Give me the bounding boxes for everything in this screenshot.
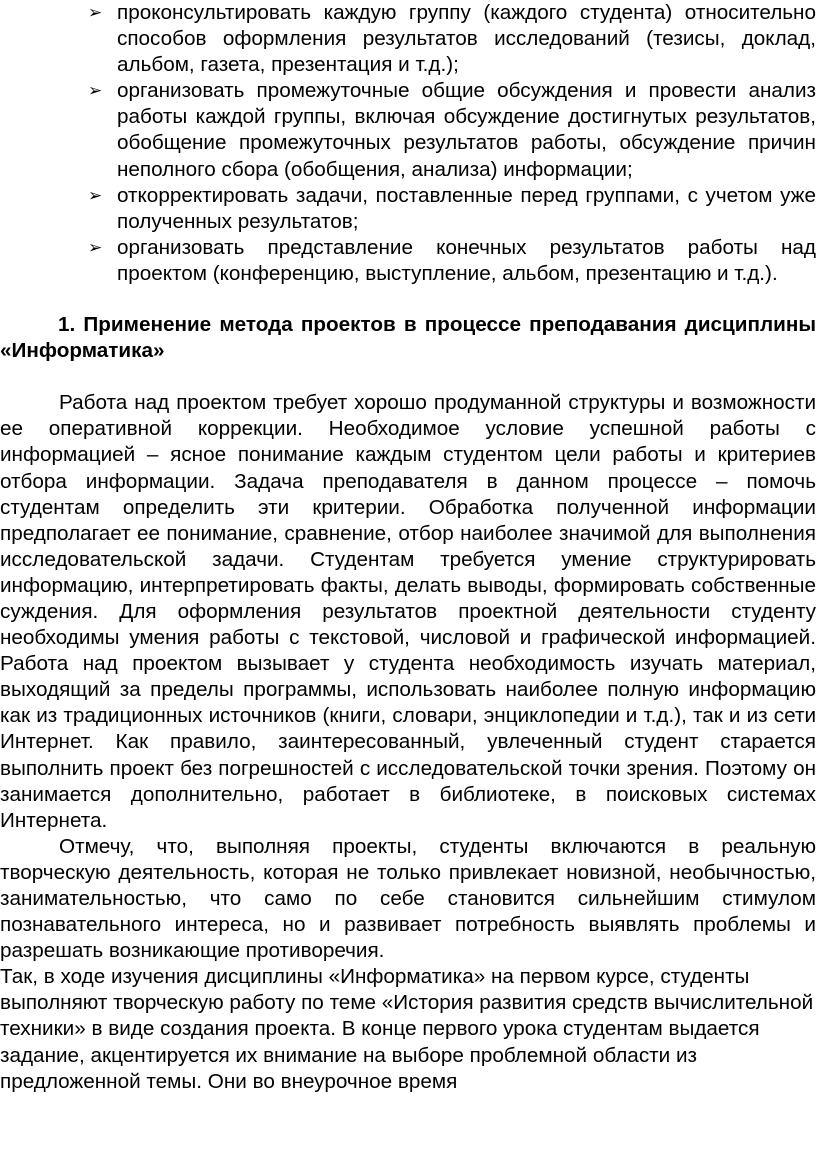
list-item-text: проконсультировать каждую группу (каждого студента) относительно способов оформления результатов исследований (тезисы, доклад, альбом, газета, презентация и т.д.); <box>117 1 816 77</box>
list-item-text: откорректировать задачи, поставленные перед группами, с учетом уже полученных результатов; <box>117 183 816 233</box>
arrowhead-bullet-icon: ➢ <box>88 185 103 206</box>
list-item-text: организовать представление конечных результатов работы над проектом (конференцию, выступление, альбом, презентацию и т.д.). <box>117 235 816 285</box>
body-paragraph: Так, в ходе изучения дисциплины «Информатика» на первом курсе, студенты выполняют творческую работу по теме «История развития средств вычислительной техники» в виде создания проекта. В конце первого урока студентам выдается задание, акцентируется их внимание на выборе проблемной области из предложенной темы. Они во внеурочное время <box>0 965 814 1093</box>
arrowhead-bullet-icon: ➢ <box>88 237 103 258</box>
section-heading: 1. Применение метода проектов в процессе преподавания дисциплины «Информатика» <box>0 313 816 363</box>
body-paragraph: Работа над проектом требует хорошо продуманной структуры и возможности ее оперативной коррекции. Необходимое условие успешной работы с информацией – ясное понимание каждым студентом цели работы и критериев отбора информации. Задача преподавателя в данном процессе – помочь студентам определить эти критерии. Обработка полученной информации предполагает ее понимание, сравнение, отбор наиболее значимой для выполнения исследовательской задачи. Студентам требуется умение структурировать информацию, интерпретировать факты, делать выводы, формировать собственные суждения. Для оформления результатов проектной деятельности студенту необходимы умения работы с текстовой, числовой и графической информацией. Работа над проектом вызывает у студента необходимость изучать материал, выходящий за пределы программы, использовать наиболее полную информацию как из традиционных источников (книги, словари, энциклопедии и т.д.), так и из сети Интернет. Как правило, заинтересованный, увлеченный студент старается выполнить проект без погрешностей с исследовательской точки зрения. Поэтому он занимается дополнительно, работает в библиотеке, в поисковых системах Интернета. <box>0 391 816 832</box>
list-item <box>0 0 816 78</box>
arrowhead-bullet-icon: ➢ <box>88 3 103 23</box>
arrowhead-bullet-icon: ➢ <box>88 81 103 102</box>
list-item <box>0 78 816 182</box>
list-item-text: организовать промежуточные общие обсуждения и провести анализ работы каждой группы, включая обсуждение достигнутых результатов, обобщение промежуточных результатов работы, обсуждение причин неполного сбора (обобщения, анализа) информации; <box>117 79 816 181</box>
task-list <box>0 0 816 287</box>
list-item <box>0 183 816 235</box>
body-paragraph: Отмечу, что, выполняя проекты, студенты включаются в реальную творческую деятельность, которая не только привлекает новизной, необычностью, занимательностью, что само по себе становится сильнейшим стимулом познавательного интереса, но и развивает потребность выявлять проблемы и разрешать возникающие противоречия. <box>0 834 816 963</box>
list-item <box>0 235 816 287</box>
